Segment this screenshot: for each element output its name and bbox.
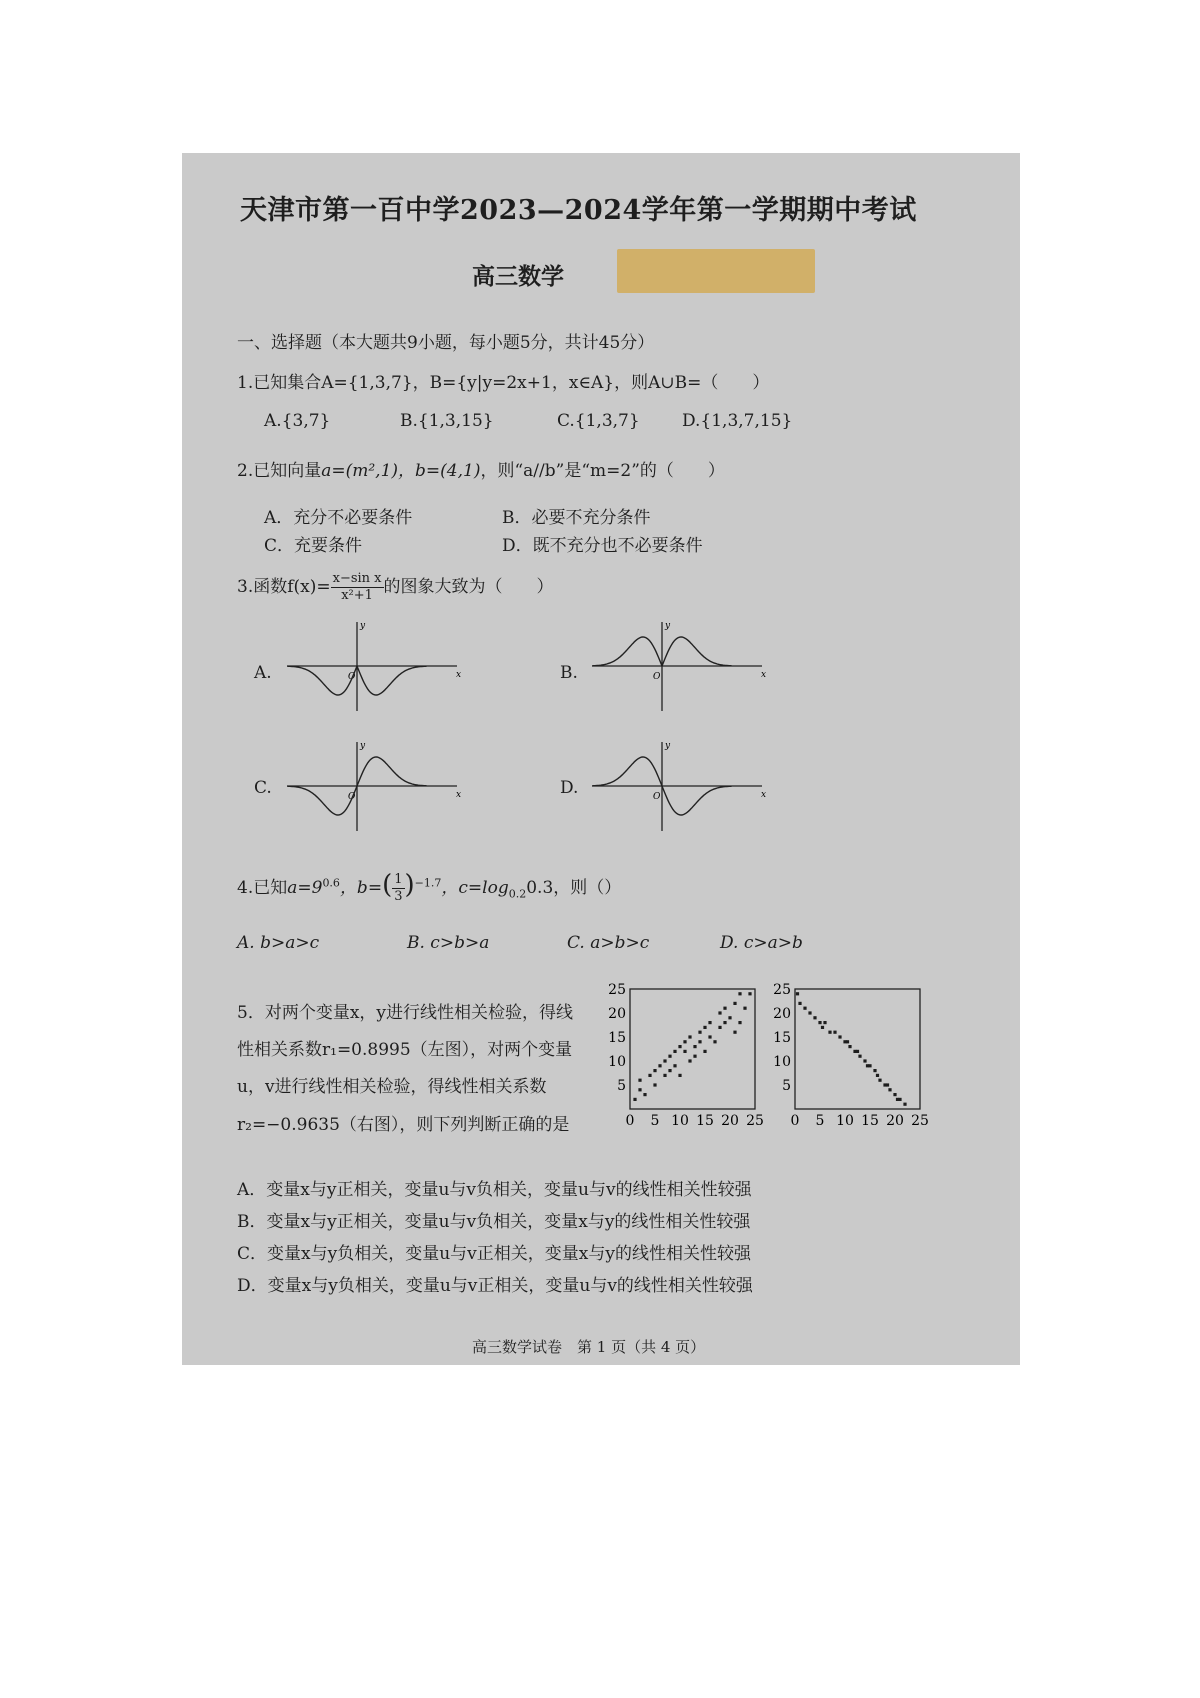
- scatter-point: [683, 1040, 686, 1043]
- x-tick-label: 15: [861, 1113, 879, 1129]
- x-tick-label: 25: [911, 1113, 929, 1129]
- scatter-point: [858, 1055, 861, 1058]
- q4-c-arg: 0.3，则（）: [526, 878, 622, 898]
- y-tick-label: 15: [608, 1030, 626, 1046]
- x-tick-label: 20: [721, 1113, 739, 1129]
- question-3-stem: [237, 571, 554, 604]
- graph-d: [587, 738, 767, 833]
- q5-line-3: u，v进行线性相关检验，得线性相关系数: [237, 1077, 547, 1097]
- scatter-point: [878, 1079, 881, 1082]
- y-tick-label: 15: [773, 1030, 791, 1046]
- q2-option-a: A．充分不必要条件: [264, 508, 413, 528]
- scatter-point: [658, 1064, 661, 1067]
- q3-option-a-label: A.: [254, 663, 272, 683]
- q5-line-2: 性相关系数r₁=0.8995（左图），对两个变量: [237, 1040, 573, 1060]
- q4-b-fraction: [392, 872, 404, 905]
- scatter-point: [848, 1045, 851, 1048]
- scatter-point: [863, 1059, 866, 1062]
- scatter-point: [663, 1074, 666, 1077]
- q4-option-d: D. c>a>b: [720, 933, 803, 953]
- question-1-stem: 1.已知集合A={1,3,7}，B={y|y=2x+1，x∈A}，则A∪B=（ ）: [237, 373, 770, 393]
- q2-stem-b: ，则“a//b”是“m=2”的（ ）: [480, 461, 725, 481]
- plot-frame: [795, 989, 920, 1109]
- q3-frac-denominator: x²+1: [341, 588, 373, 603]
- y-tick-label: 10: [608, 1054, 626, 1070]
- scatter-point: [648, 1074, 651, 1077]
- scatter-point: [633, 1098, 636, 1101]
- x-tick-label: 20: [886, 1113, 904, 1129]
- q1-option-d: D.{1,3,7,15}: [682, 411, 793, 431]
- q2-option-c: C．充要条件: [264, 536, 363, 556]
- scatter-point: [733, 1002, 736, 1005]
- scatter-point: [738, 992, 741, 995]
- scatter-point: [688, 1059, 691, 1062]
- q1-option-c: C.{1,3,7}: [557, 411, 640, 431]
- x-axis-label: x: [456, 670, 462, 680]
- scatter-point: [818, 1021, 821, 1024]
- scatter-point: [663, 1059, 666, 1062]
- scatter-point: [708, 1021, 711, 1024]
- graph-c: [282, 738, 462, 833]
- x-tick-label: 10: [671, 1113, 689, 1129]
- question-4-stem: 4.已知$a=9^{0.6}$，b=( $\frac{1}{3}$ )$^{-1.7}$，$c=\log_{0.2}0.3$，则（）: [237, 870, 622, 904]
- scatter-point: [653, 1083, 656, 1086]
- q4-b-expr: ，b=: [339, 878, 383, 898]
- scatter-point: [723, 1007, 726, 1010]
- scatter-point: [856, 1050, 859, 1053]
- scatter-point: [683, 1050, 686, 1053]
- scatter-point: [718, 1026, 721, 1029]
- exam-title: 天津市第一百中学2023—2024学年第一学期期中考试: [240, 195, 917, 226]
- scatter-point: [838, 1035, 841, 1038]
- y-axis-label: y: [360, 741, 366, 751]
- q2-stem-a: 2.已知向量: [237, 461, 322, 481]
- scatter-point: [638, 1088, 641, 1091]
- y-tick-label: 5: [617, 1078, 626, 1094]
- q4-c-base: 0.2: [508, 887, 527, 901]
- scatter-point: [678, 1074, 681, 1077]
- scatter-point: [693, 1055, 696, 1058]
- q3-frac-numerator: x−sin x: [332, 571, 382, 586]
- scatter-point: [653, 1069, 656, 1072]
- q1-option-b: B.{1,3,15}: [400, 411, 494, 431]
- scatter-point: [733, 1031, 736, 1034]
- q2-stem-vectors: a=(m²,1)，b=(4,1): [321, 461, 481, 481]
- q2-option-d: D．既不充分也不必要条件: [502, 536, 703, 556]
- q5-option-b: B．变量x与y正相关，变量u与v负相关，变量x与y的线性相关性较强: [237, 1212, 751, 1232]
- y-axis-label: y: [360, 621, 366, 631]
- q4-a-expr: a=9: [287, 878, 323, 898]
- scatter-point: [821, 1026, 824, 1029]
- q1-option-a: A.{3,7}: [264, 411, 331, 431]
- scatter-point: [808, 1011, 811, 1014]
- q3-stem-b: 的图象大致为（ ）: [383, 577, 554, 597]
- q5-option-a: A．变量x与y正相关，变量u与v负相关，变量u与v的线性相关性较强: [237, 1180, 752, 1200]
- y-tick-label: 5: [782, 1078, 791, 1094]
- scatter-point: [823, 1021, 826, 1024]
- x-tick-label: 25: [746, 1113, 764, 1129]
- q3-stem-a: 3.函数f(x)=: [237, 577, 331, 597]
- q4-stem-a: 4.已知: [237, 878, 288, 898]
- subject-title: 高三数学: [472, 263, 564, 290]
- q4-c-expr: ，c=log: [441, 878, 509, 898]
- section-heading: 一、选择题（本大题共9小题，每小题5分，共计45分）: [237, 333, 655, 353]
- scatter-point: [803, 1007, 806, 1010]
- scatter-point: [678, 1045, 681, 1048]
- q3-option-d-label: D.: [560, 778, 579, 798]
- scatter-point: [673, 1050, 676, 1053]
- q4-option-b: B. c>b>a: [407, 933, 490, 953]
- x-tick-label: 0: [790, 1113, 800, 1129]
- q4-option-a: A. b>a>c: [237, 933, 320, 953]
- redaction-tape: [617, 249, 815, 293]
- scatter-point: [703, 1026, 706, 1029]
- q4-a-exponent: 0.6: [322, 876, 340, 890]
- q4-b-exponent: −1.7: [414, 876, 442, 890]
- plot-frame: [630, 989, 755, 1109]
- scatter-point: [873, 1069, 876, 1072]
- y-axis-label: y: [665, 621, 671, 631]
- graph-b: [587, 618, 767, 713]
- scatter-point: [668, 1069, 671, 1072]
- scatter-point: [643, 1093, 646, 1096]
- q5-line-4: r₂=−0.9635（右图），则下列判断正确的是: [237, 1115, 570, 1135]
- origin-label: O: [653, 672, 661, 682]
- scatter-point: [668, 1055, 671, 1058]
- x-axis-label: x: [761, 790, 767, 800]
- x-tick-label: 0: [625, 1113, 635, 1129]
- q3-option-b-label: B.: [560, 663, 578, 683]
- origin-label: O: [653, 792, 661, 802]
- question-2-stem: [237, 456, 725, 481]
- scatter-point: [713, 1040, 716, 1043]
- scatter-point: [876, 1074, 879, 1077]
- x-tick-label: 15: [696, 1113, 714, 1129]
- scatter-point: [888, 1088, 891, 1091]
- scatter-point: [798, 1002, 801, 1005]
- q4-b-numerator: 1: [394, 872, 403, 887]
- scatter-point: [693, 1045, 696, 1048]
- scatter-point: [748, 992, 751, 995]
- scatter-point: [743, 1007, 746, 1010]
- x-tick-label: 5: [650, 1113, 660, 1129]
- scatter-point: [898, 1098, 901, 1101]
- page-footer: 高三数学试卷 第 1 页（共 4 页）: [472, 1338, 706, 1356]
- scatter-point: [868, 1064, 871, 1067]
- scatter-point: [828, 1031, 831, 1034]
- scatter-point: [688, 1035, 691, 1038]
- scatter-point: [813, 1016, 816, 1019]
- q5-option-c: C．变量x与y负相关，变量u与v正相关，变量x与y的线性相关性较强: [237, 1244, 751, 1264]
- scatter-plot-left: [602, 983, 772, 1148]
- scatter-point: [638, 1079, 641, 1082]
- scatter-point: [796, 992, 799, 995]
- y-axis-label: y: [665, 741, 671, 751]
- q5-option-d: D．变量x与y负相关，变量u与v正相关，变量u与v的线性相关性较强: [237, 1276, 753, 1296]
- scatter-point: [833, 1031, 836, 1034]
- exam-paper: [182, 153, 1020, 1365]
- origin-label: O: [348, 792, 356, 802]
- scatter-plot-right: [767, 983, 937, 1148]
- x-axis-label: x: [761, 670, 767, 680]
- scatter-point: [703, 1050, 706, 1053]
- x-tick-label: 5: [815, 1113, 825, 1129]
- scatter-point: [708, 1035, 711, 1038]
- y-tick-label: 25: [773, 982, 791, 998]
- y-tick-label: 20: [773, 1006, 791, 1022]
- q3-option-c-label: C.: [254, 778, 272, 798]
- y-tick-label: 10: [773, 1054, 791, 1070]
- scatter-point: [698, 1031, 701, 1034]
- q2-option-b: B．必要不充分条件: [502, 508, 651, 528]
- y-tick-label: 20: [608, 1006, 626, 1022]
- q5-line-1: 5．对两个变量x，y进行线性相关检验，得线: [237, 1003, 574, 1023]
- scatter-point: [886, 1083, 889, 1086]
- origin-label: O: [348, 672, 356, 682]
- scatter-point: [903, 1103, 906, 1106]
- scatter-point: [728, 1016, 731, 1019]
- scatter-point: [846, 1040, 849, 1043]
- x-axis-label: x: [456, 790, 462, 800]
- scatter-point: [738, 1021, 741, 1024]
- q4-option-c: C. a>b>c: [567, 933, 650, 953]
- scatter-point: [698, 1040, 701, 1043]
- scatter-point: [893, 1093, 896, 1096]
- q3-fraction: [331, 571, 384, 604]
- scatter-point: [723, 1021, 726, 1024]
- x-tick-label: 10: [836, 1113, 854, 1129]
- scatter-point: [673, 1064, 676, 1067]
- scatter-point: [718, 1011, 721, 1014]
- y-tick-label: 25: [608, 982, 626, 998]
- graph-a: [282, 618, 462, 713]
- q4-b-denominator: 3: [394, 889, 403, 904]
